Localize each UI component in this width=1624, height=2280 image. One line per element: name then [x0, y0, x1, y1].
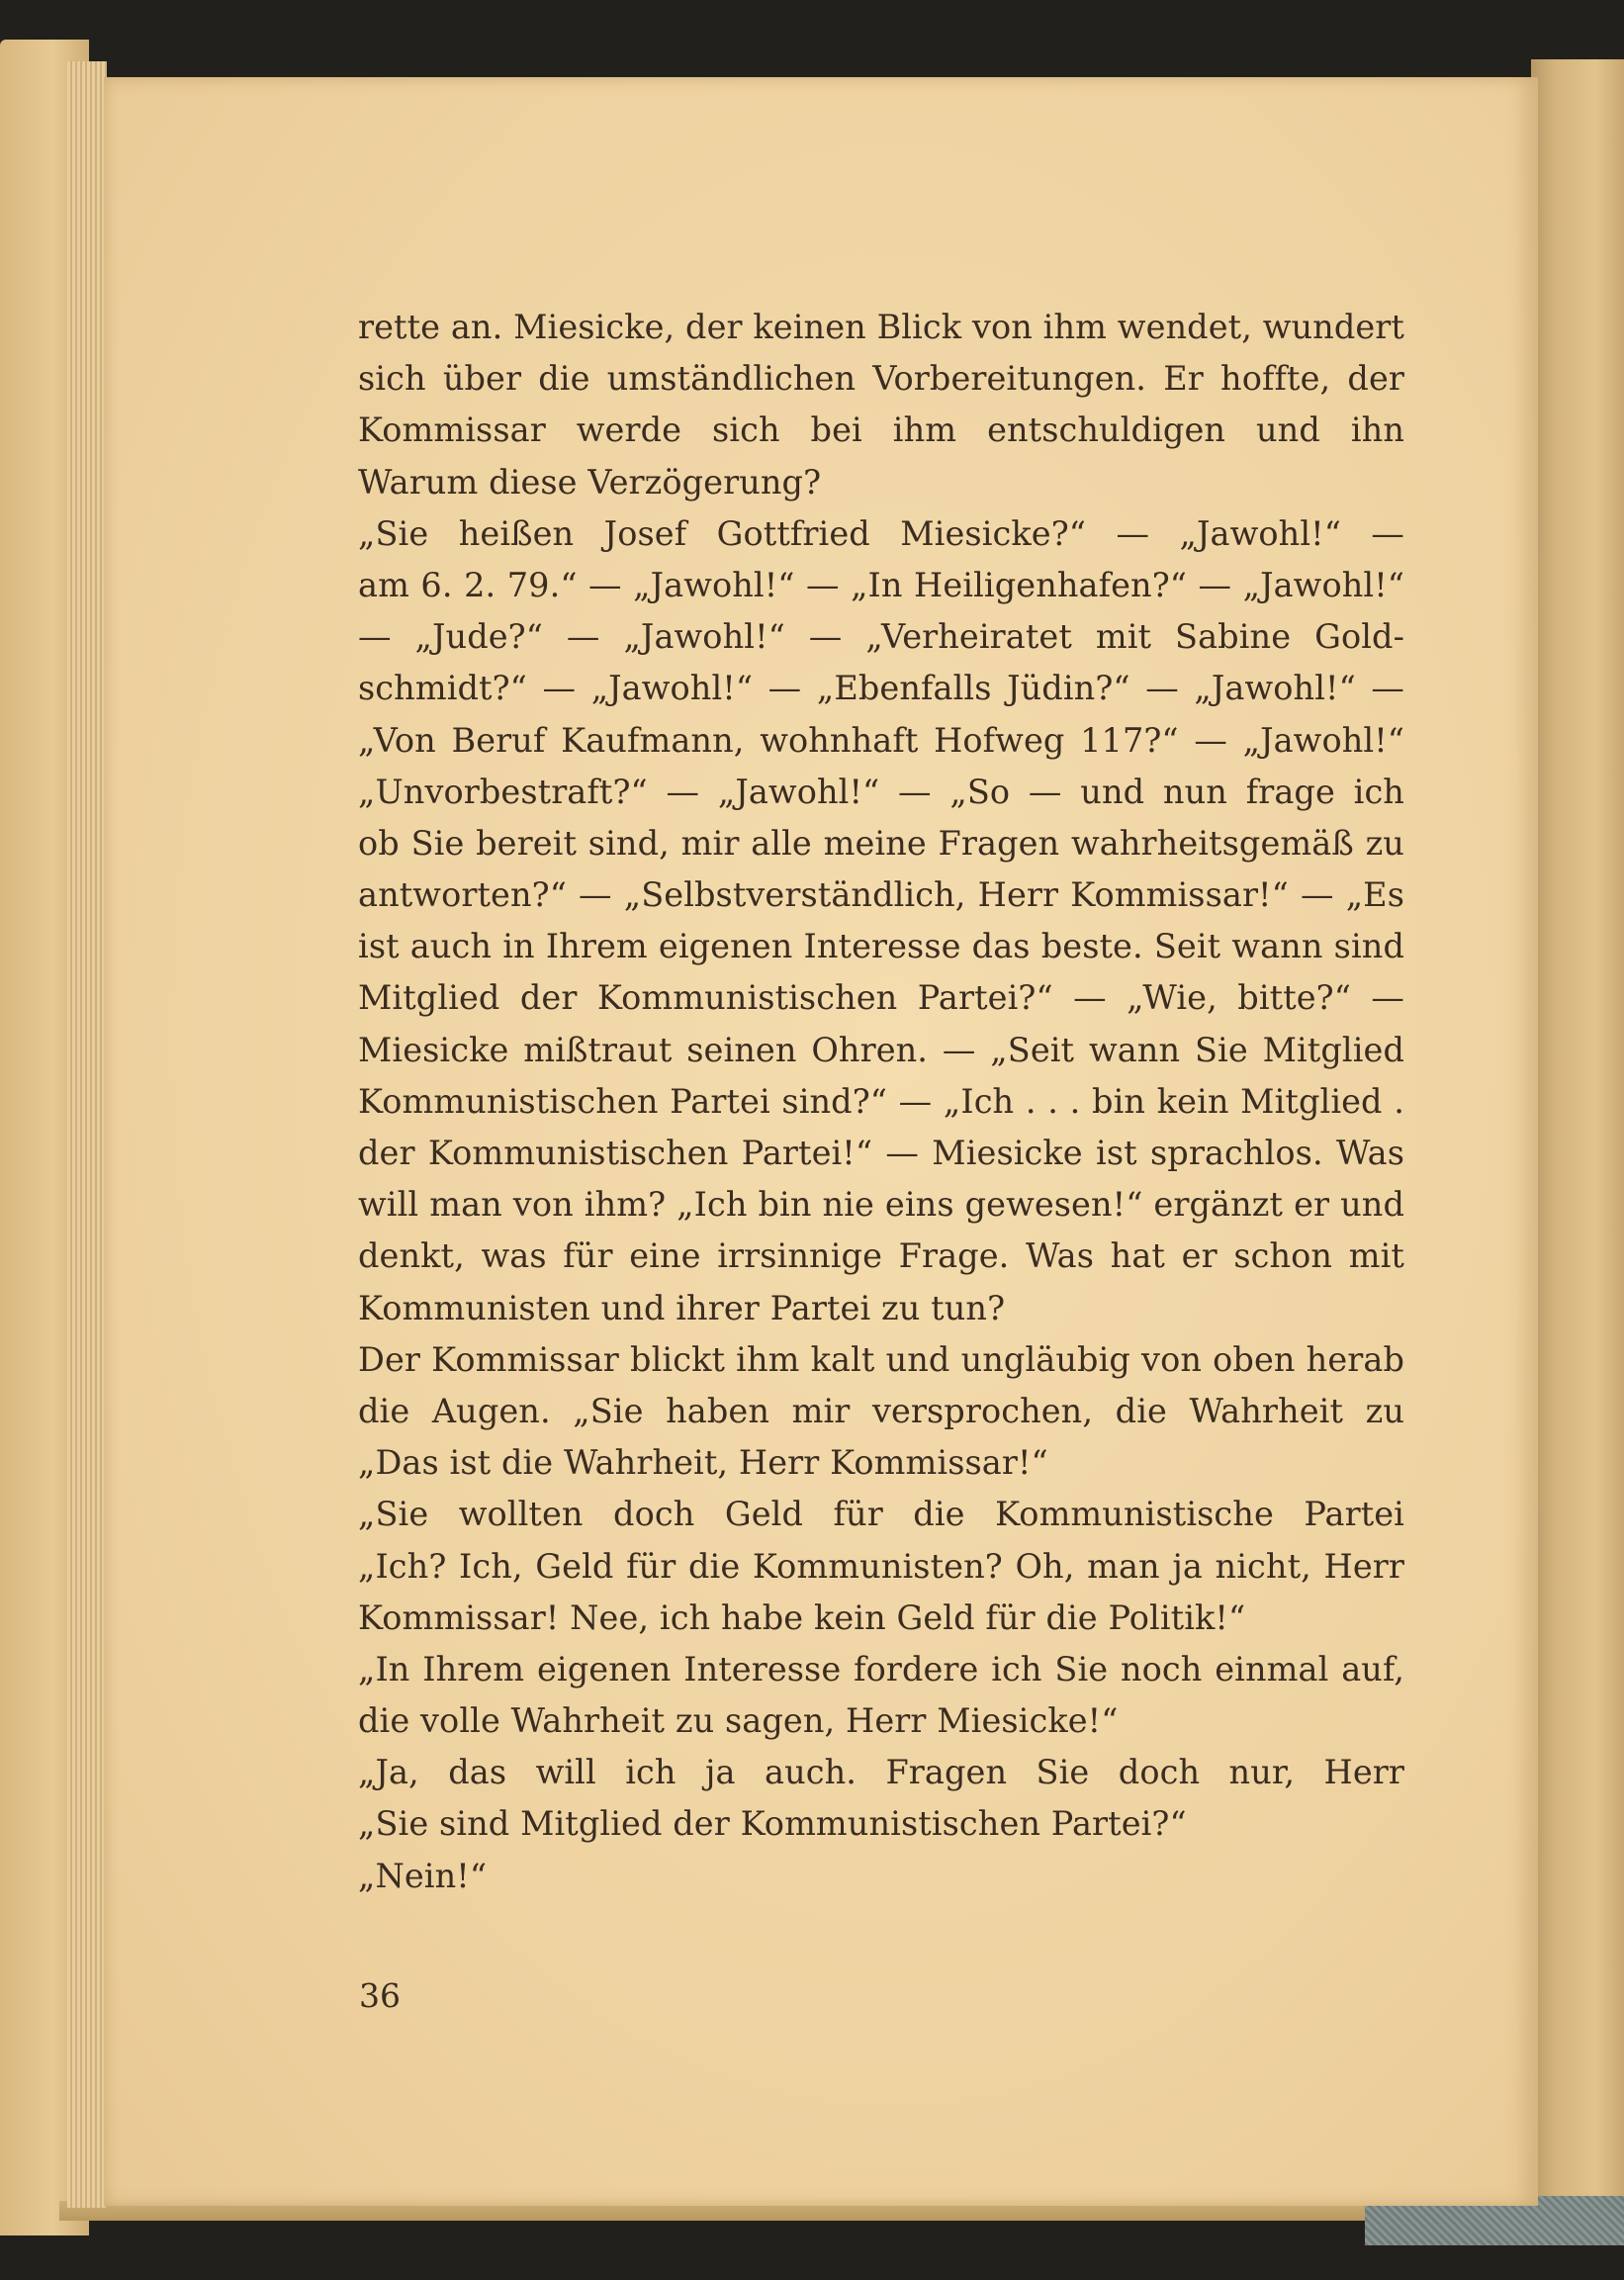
- text-line: denkt, was für eine irrsinnige Frage. Was hat er schon mit: [358, 1236, 1404, 1276]
- text-line: schmidt?“ — „Jawohl!“ — „Ebenfalls Jüdin?“ — „Jawohl!“ —: [358, 669, 1404, 708]
- text-line: Kommissar! Nee, ich habe kein Geld für die Politik!“: [358, 1597, 1246, 1637]
- text-line: — „Jude?“ — „Jawohl!“ — „Verheiratet mit Sabine Gold-: [358, 617, 1404, 657]
- text-line: will man von ihm? „Ich bin nie eins gewesen!“ ergänzt er und: [358, 1185, 1404, 1225]
- text-line: am 6. 2. 79.“ — „Jawohl!“ — „In Heiligenhafen?“ — „Jawohl!“: [358, 565, 1404, 604]
- text-line: „Ich? Ich, Geld für die Kommunisten? Oh, man ja nicht, Herr: [358, 1546, 1404, 1586]
- book-cover-right-edge: [1531, 59, 1624, 2216]
- text-line: „In Ihrem eigenen Interesse fordere ich Sie noch einmal auf,: [358, 1649, 1404, 1688]
- text-line: „Nein!“: [358, 1856, 488, 1895]
- page-number: 36: [359, 1976, 401, 2015]
- text-line: „Sie heißen Josef Gottfried Miesicke?“ — „Jawohl!“ —: [358, 513, 1404, 553]
- text-line: Kommissar werde sich bei ihm entschuldigen und ihn: [358, 410, 1404, 450]
- text-line: „Sie wollten doch Geld für die Kommunistische Partei: [358, 1495, 1404, 1534]
- text-line: Miesicke mißtraut seinen Ohren. — „Seit wann Sie Mitglied: [358, 1030, 1404, 1069]
- text-line: „Sie sind Mitglied der Kommunistischen Partei?“: [358, 1804, 1187, 1844]
- text-line: „Unvorbestraft?“ — „Jawohl!“ — „So — und nun frage ich: [358, 772, 1404, 811]
- body-text: [358, 302, 1404, 1902]
- text-line: sich über die umständlichen Vorbereitungen. Er hoffte, der: [358, 359, 1404, 399]
- text-line: die volle Wahrheit zu sagen, Herr Miesicke!“: [358, 1701, 1119, 1741]
- text-line: rette an. Miesicke, der keinen Blick von ihm wendet, wundert: [358, 308, 1404, 346]
- text-line: ist auch in Ihrem eigenen Interesse das beste. Seit wann sind: [358, 927, 1404, 966]
- text-line: Der Kommissar blickt ihm kalt und ungläubig von oben herab: [358, 1339, 1404, 1379]
- text-line: Kommunistischen Partei sind?“ — „Ich . . . bin kein Mitglied .: [358, 1081, 1404, 1121]
- text-line: der Kommunistischen Partei!“ — Miesicke ist sprachlos. Was: [358, 1134, 1404, 1172]
- text-line: Warum diese Verzögerung?: [358, 462, 822, 502]
- text-line: ob Sie bereit sind, mir alle meine Fragen wahrheitsgemäß zu: [358, 823, 1404, 863]
- stacked-page-edges: [67, 61, 107, 2208]
- text-line: Mitglied der Kommunistischen Partei?“ — „Wie, bitte?“ —: [358, 978, 1404, 1018]
- text-line: Kommunisten und ihrer Partei zu tun?: [358, 1288, 1006, 1327]
- text-line: „Von Beruf Kaufmann, wohnhaft Hofweg 117?“ — „Jawohl!“: [358, 720, 1404, 760]
- text-line: „Das ist die Wahrheit, Herr Kommissar!“: [358, 1443, 1048, 1483]
- text-line: antworten?“ — „Selbstverständlich, Herr Kommissar!“ — „Es: [358, 875, 1404, 915]
- text-line: „Ja, das will ich ja auch. Fragen Sie doch nur, Herr: [358, 1753, 1404, 1792]
- text-line: die Augen. „Sie haben mir versprochen, die Wahrheit zu: [358, 1391, 1404, 1430]
